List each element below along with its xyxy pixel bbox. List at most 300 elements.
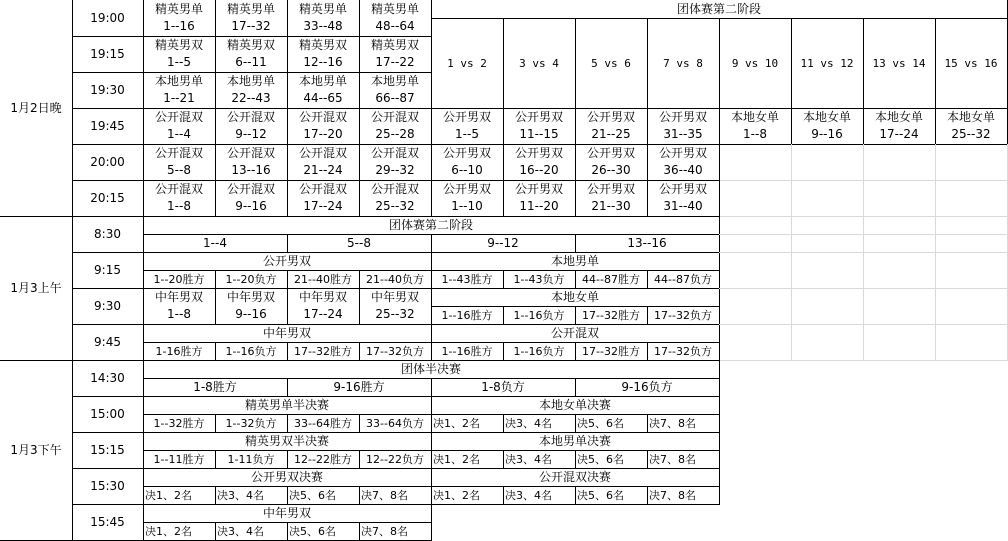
morning-local-ms-cell-1	[431, 270, 504, 289]
empty-grid-cell	[791, 234, 864, 253]
morning-r0930-left-3-line-2: 17--24	[303, 307, 343, 321]
afternoon-open-xd-final-cell-3	[575, 486, 648, 505]
morning-local-ms-title-line-1: 本地男单	[550, 253, 599, 268]
afternoon-open-xd-final-cell-1	[431, 486, 504, 505]
evening-r1930-cell-1-line-2: 1--21	[163, 91, 195, 105]
evening-r1945-right-5-line-1: 本地女单	[730, 110, 779, 124]
evening-team-stage2-header	[431, 0, 1008, 19]
afternoon-open-md-final-cell-3	[287, 486, 360, 505]
evening-r1900-cell-3-line-2: 33--48	[303, 19, 343, 33]
evening-r1945-left-4-line-1: 公开混双	[370, 110, 419, 124]
evening-r2015-cell-7-line-2: 21--30	[591, 199, 631, 213]
time-1430-line-1: 14:30	[90, 370, 125, 385]
empty-grid-cell	[863, 216, 936, 235]
evening-matchup-5	[719, 18, 792, 109]
time-1900-line-1: 19:00	[90, 10, 125, 25]
evening-r2000-cell-3	[287, 144, 360, 181]
time-1430	[72, 360, 144, 397]
morning-team-stage2-header-line-1: 团体赛第二阶段	[388, 217, 473, 232]
evening-r1930-cell-4	[359, 72, 432, 109]
morning-open-md-cell-2-line-1: 1--20负方	[225, 272, 277, 286]
afternoon-elite-md-semi-cell-1	[143, 450, 216, 469]
afternoon-elite-md-semi-cell-4-line-1: 12--22负方	[366, 452, 424, 466]
afternoon-open-xd-final-cell-3-line-1: 决5、6名	[577, 488, 624, 502]
evening-matchup-3	[575, 18, 648, 109]
section-label-jan2-evening-line-1: 1月2日晚	[10, 100, 62, 115]
empty-grid-cell	[863, 324, 936, 361]
afternoon-elite-md-semi-cell-2	[215, 450, 288, 469]
evening-r1945-left-4-line-2: 25--28	[375, 127, 415, 141]
empty-grid-cell	[863, 180, 936, 217]
evening-r1945-right-2-line-1: 公开男双	[514, 110, 563, 124]
evening-matchup-6-line-1: 11 vs 12	[800, 56, 854, 70]
morning-local-ms-cell-3	[575, 270, 648, 289]
empty-grid-cell	[791, 144, 864, 181]
empty-grid-cell	[719, 180, 792, 217]
afternoon-team-semi-4	[575, 378, 720, 397]
empty-grid-cell	[935, 288, 1008, 325]
evening-r2015-cell-7-line-1: 公开男双	[586, 182, 635, 196]
empty-grid-cell	[791, 252, 864, 289]
empty-grid-cell	[863, 252, 936, 289]
afternoon-open-xd-final-cell-2	[503, 486, 576, 505]
afternoon-team-semi-header-line-1: 团体半决赛	[400, 361, 461, 376]
evening-r1900-cell-4	[359, 0, 432, 37]
evening-r2015-cell-3-line-1: 公开混双	[298, 182, 347, 196]
morning-open-xd-cell-1-line-1: 1--16胜方	[441, 344, 493, 358]
evening-r1945-left-4	[359, 108, 432, 145]
afternoon-local-ws-final-cell-3-line-1: 决5、6名	[577, 416, 624, 430]
afternoon-open-xd-final-title-line-1: 公开混双决赛	[538, 469, 611, 484]
evening-r1945-right-2	[503, 108, 576, 145]
afternoon-elite-md-semi-cell-3-line-1: 12--22胜方	[294, 452, 352, 466]
evening-r2015-cell-1-line-1: 公开混双	[154, 182, 203, 196]
empty-grid-cell	[791, 180, 864, 217]
evening-r1915-cell-1-line-2: 1--5	[167, 55, 191, 69]
evening-r1915-cell-4	[359, 36, 432, 73]
time-1545	[72, 504, 144, 541]
afternoon-team-semi-2-line-1: 9-16胜方	[333, 379, 385, 394]
afternoon-open-md-final-cell-1-line-1: 决1、2名	[145, 488, 192, 502]
afternoon-elite-ms-semi-title-line-1: 精英男单半决赛	[244, 397, 329, 412]
empty-grid-cell	[719, 216, 792, 235]
evening-r1945-right-4-line-2: 31--35	[663, 127, 703, 141]
evening-matchup-5-line-1: 9 vs 10	[731, 56, 779, 70]
evening-r1945-right-5	[719, 108, 792, 145]
evening-r1945-left-3-line-2: 17--20	[303, 127, 343, 141]
empty-grid-cell	[863, 144, 936, 181]
afternoon-mid-md-cell-2	[215, 522, 288, 541]
evening-r1945-right-3-line-1: 公开男双	[586, 110, 635, 124]
evening-r1915-cell-2	[215, 36, 288, 73]
morning-range-2	[287, 234, 432, 253]
time-0830	[72, 216, 144, 253]
time-1515-line-1: 15:15	[90, 442, 125, 457]
evening-r1915-cell-2-line-1: 精英男双	[226, 38, 275, 52]
evening-matchup-4	[647, 18, 720, 109]
time-1900	[72, 0, 144, 37]
evening-r1945-left-2	[215, 108, 288, 145]
morning-mid-md-cell-4	[359, 342, 432, 361]
afternoon-team-semi-2	[287, 378, 432, 397]
morning-mid-md-title-line-1: 中年男双	[262, 325, 311, 340]
morning-local-ws-title-line-1: 本地女单	[550, 289, 599, 304]
evening-r1930-cell-4-line-1: 本地男单	[370, 74, 419, 88]
morning-local-ms-cell-4	[647, 270, 720, 289]
evening-r2000-cell-2-line-1: 公开混双	[226, 146, 275, 160]
afternoon-mid-md-title	[143, 504, 432, 523]
time-2000	[72, 144, 144, 181]
afternoon-local-ws-final-cell-4	[647, 414, 720, 433]
morning-local-ws-cell-2-line-1: 1--16负方	[513, 308, 565, 322]
afternoon-open-md-final-cell-4	[359, 486, 432, 505]
morning-local-ms-cell-3-line-1: 44--87胜方	[582, 272, 640, 286]
evening-r2000-cell-8-line-2: 36--40	[663, 163, 703, 177]
time-0930	[72, 288, 144, 325]
evening-matchup-4-line-1: 7 vs 8	[663, 56, 703, 70]
evening-matchup-3-line-1: 5 vs 6	[591, 56, 631, 70]
afternoon-team-semi-3-line-1: 1-8负方	[481, 379, 525, 394]
evening-matchup-7	[863, 18, 936, 109]
morning-local-ms-title	[431, 252, 720, 271]
afternoon-team-semi-4-line-1: 9-16负方	[621, 379, 673, 394]
afternoon-local-ms-final-cell-4-line-1: 决7、8名	[649, 452, 696, 466]
empty-grid-cell	[935, 252, 1008, 289]
evening-r1900-cell-4-line-2: 48--64	[375, 19, 415, 33]
evening-r1945-left-1-line-1: 公开混双	[154, 110, 203, 124]
morning-local-ws-title	[431, 288, 720, 307]
afternoon-elite-md-semi-cell-2-line-1: 1-11负方	[227, 452, 275, 466]
morning-open-xd-cell-4-line-1: 17--32负方	[654, 344, 712, 358]
afternoon-local-ms-final-cell-3-line-1: 决5、6名	[577, 452, 624, 466]
time-1545-line-1: 15:45	[90, 514, 125, 529]
time-1515	[72, 432, 144, 469]
morning-r0930-left-4-line-2: 25--32	[375, 307, 415, 321]
afternoon-local-ws-final-cell-1-line-1: 决1、2名	[433, 416, 480, 430]
evening-r1915-cell-1	[143, 36, 216, 73]
evening-r2000-cell-7	[575, 144, 648, 181]
time-1530	[72, 468, 144, 505]
morning-range-4	[575, 234, 720, 253]
afternoon-local-ws-final-cell-3	[575, 414, 648, 433]
morning-local-ws-cell-2	[503, 306, 576, 325]
morning-range-1-line-1: 1--4	[203, 235, 227, 250]
evening-r2015-cell-1-line-2: 1--8	[167, 199, 191, 213]
evening-r2000-cell-5	[431, 144, 504, 181]
afternoon-elite-ms-semi-title	[143, 396, 432, 415]
afternoon-local-ms-final-cell-4	[647, 450, 720, 469]
time-0915	[72, 252, 144, 289]
afternoon-elite-ms-semi-cell-3	[287, 414, 360, 433]
evening-r2015-cell-6	[503, 180, 576, 217]
evening-r2015-cell-4-line-2: 25--32	[375, 199, 415, 213]
evening-r2015-cell-8-line-1: 公开男双	[658, 182, 707, 196]
morning-r0930-left-4-line-1: 中年男双	[370, 290, 419, 304]
afternoon-local-ms-final-cell-1-line-1: 决1、2名	[433, 452, 480, 466]
evening-r1945-right-1	[431, 108, 504, 145]
time-1500	[72, 396, 144, 433]
evening-r1945-left-1-line-2: 1--4	[167, 127, 191, 141]
time-0930-line-1: 9:30	[94, 298, 121, 313]
morning-range-3-line-1: 9--12	[487, 235, 519, 250]
evening-r1930-cell-2-line-2: 22--43	[231, 91, 271, 105]
time-1915	[72, 36, 144, 73]
evening-r1945-left-3-line-1: 公开混双	[298, 110, 347, 124]
evening-r2000-cell-1	[143, 144, 216, 181]
evening-r1945-right-8	[935, 108, 1008, 145]
evening-r2000-cell-3-line-2: 21--24	[303, 163, 343, 177]
afternoon-local-ws-final-title-line-1: 本地女单决赛	[538, 397, 611, 412]
evening-r2015-cell-2	[215, 180, 288, 217]
morning-mid-md-cell-2	[215, 342, 288, 361]
evening-r1945-right-3	[575, 108, 648, 145]
evening-r1900-cell-3-line-1: 精英男单	[298, 2, 347, 16]
evening-r2000-cell-5-line-1: 公开男双	[442, 146, 491, 160]
afternoon-mid-md-cell-1	[143, 522, 216, 541]
time-1945-line-1: 19:45	[90, 118, 125, 133]
time-0830-line-1: 8:30	[94, 226, 121, 241]
afternoon-elite-md-semi-cell-1-line-1: 1--11胜方	[153, 452, 205, 466]
afternoon-elite-ms-semi-cell-3-line-1: 33--64胜方	[294, 416, 352, 430]
evening-r2000-cell-4-line-1: 公开混双	[370, 146, 419, 160]
empty-grid-cell	[791, 324, 864, 361]
evening-r1945-right-7-line-1: 本地女单	[874, 110, 923, 124]
afternoon-mid-md-cell-4	[359, 522, 432, 541]
empty-grid-cell	[935, 144, 1008, 181]
empty-grid-cell	[863, 234, 936, 253]
evening-r1945-right-3-line-2: 21--25	[591, 127, 631, 141]
evening-r2015-cell-1	[143, 180, 216, 217]
morning-open-md-cell-3	[287, 270, 360, 289]
time-0945-line-1: 9:45	[94, 334, 121, 349]
morning-open-xd-cell-2	[503, 342, 576, 361]
evening-r1900-cell-2	[215, 0, 288, 37]
empty-grid-cell	[935, 180, 1008, 217]
empty-grid-cell	[791, 216, 864, 235]
morning-mid-md-cell-1	[143, 342, 216, 361]
time-2015-line-1: 20:15	[90, 190, 125, 205]
morning-local-ws-cell-1	[431, 306, 504, 325]
evening-r2015-cell-5-line-1: 公开男双	[442, 182, 491, 196]
morning-open-xd-cell-3	[575, 342, 648, 361]
evening-matchup-1	[431, 18, 504, 109]
afternoon-elite-md-semi-title-line-1: 精英男双半决赛	[244, 433, 329, 448]
evening-r1945-right-7	[863, 108, 936, 145]
evening-r2000-cell-7-line-1: 公开男双	[586, 146, 635, 160]
morning-r0930-left-2-line-1: 中年男双	[226, 290, 275, 304]
evening-r2000-cell-4-line-2: 29--32	[375, 163, 415, 177]
evening-r1945-right-5-line-2: 1--8	[743, 127, 767, 141]
empty-grid-cell	[791, 288, 864, 325]
morning-open-md-title	[143, 252, 432, 271]
evening-r2000-cell-1-line-2: 5--8	[167, 163, 191, 177]
evening-r2015-cell-3-line-2: 17--24	[303, 199, 343, 213]
time-1945	[72, 108, 144, 145]
evening-r1945-right-6	[791, 108, 864, 145]
evening-team-stage2-header-line-1: 团体赛第二阶段	[676, 1, 761, 16]
time-0945	[72, 324, 144, 361]
evening-matchup-8-line-1: 15 vs 16	[944, 56, 998, 70]
empty-grid-cell	[935, 324, 1008, 361]
section-label-jan3-afternoon-line-1: 1月3下午	[10, 442, 62, 457]
evening-r2000-cell-6-line-2: 16--20	[519, 163, 559, 177]
afternoon-local-ms-final-cell-2-line-1: 决3、4名	[505, 452, 552, 466]
morning-r0930-left-2	[215, 288, 288, 325]
afternoon-local-ws-final-title	[431, 396, 720, 415]
evening-r1915-cell-2-line-2: 6--11	[235, 55, 267, 69]
morning-r0930-left-1	[143, 288, 216, 325]
afternoon-local-ws-final-cell-2	[503, 414, 576, 433]
morning-local-ws-cell-3	[575, 306, 648, 325]
empty-grid-cell	[719, 288, 792, 325]
afternoon-open-md-final-cell-1	[143, 486, 216, 505]
afternoon-team-semi-header	[143, 360, 720, 379]
time-0915-line-1: 9:15	[94, 262, 121, 277]
evening-r2015-cell-5	[431, 180, 504, 217]
afternoon-local-ws-final-cell-1	[431, 414, 504, 433]
evening-r1945-right-8-line-2: 25--32	[951, 127, 991, 141]
afternoon-local-ms-final-cell-3	[575, 450, 648, 469]
afternoon-mid-md-title-line-1: 中年男双	[262, 505, 311, 520]
evening-r2015-cell-7	[575, 180, 648, 217]
morning-local-ws-cell-4	[647, 306, 720, 325]
afternoon-local-ms-final-cell-1	[431, 450, 504, 469]
morning-open-md-cell-1	[143, 270, 216, 289]
time-1500-line-1: 15:00	[90, 406, 125, 421]
time-2000-line-1: 20:00	[90, 154, 125, 169]
morning-r0930-left-2-line-2: 9--16	[235, 307, 267, 321]
evening-r1930-cell-3	[287, 72, 360, 109]
morning-r0930-left-3-line-1: 中年男双	[298, 290, 347, 304]
empty-grid-cell	[719, 144, 792, 181]
evening-r1930-cell-4-line-2: 66--87	[375, 91, 415, 105]
evening-r1915-cell-4-line-1: 精英男双	[370, 38, 419, 52]
afternoon-local-ms-final-title-line-1: 本地男单决赛	[538, 433, 611, 448]
evening-r1900-cell-1-line-1: 精英男单	[154, 2, 203, 16]
morning-open-xd-cell-2-line-1: 1--16负方	[513, 344, 565, 358]
afternoon-open-md-final-title	[143, 468, 432, 487]
morning-r0930-left-1-line-2: 1--8	[167, 307, 191, 321]
evening-r1945-right-7-line-2: 17--24	[879, 127, 919, 141]
morning-mid-md-cell-1-line-1: 1-16胜方	[155, 344, 203, 358]
afternoon-open-md-final-title-line-1: 公开男双决赛	[250, 469, 323, 484]
morning-mid-md-title	[143, 324, 432, 343]
evening-r2015-cell-5-line-2: 1--10	[451, 199, 483, 213]
time-1930-line-1: 19:30	[90, 82, 125, 97]
morning-local-ws-cell-1-line-1: 1--16胜方	[441, 308, 493, 322]
morning-local-ws-cell-4-line-1: 17--32负方	[654, 308, 712, 322]
afternoon-open-xd-final-cell-4	[647, 486, 720, 505]
section-label-jan3-afternoon	[0, 360, 73, 541]
afternoon-elite-ms-semi-cell-1	[143, 414, 216, 433]
morning-range-4-line-1: 13--16	[627, 235, 667, 250]
morning-open-md-cell-2	[215, 270, 288, 289]
morning-r0930-left-1-line-1: 中年男双	[154, 290, 203, 304]
evening-matchup-2-line-1: 3 vs 4	[519, 56, 559, 70]
afternoon-mid-md-cell-3-line-1: 决5、6名	[289, 524, 336, 538]
evening-r2015-cell-3	[287, 180, 360, 217]
morning-open-xd-title	[431, 324, 720, 343]
afternoon-open-xd-final-title	[431, 468, 720, 487]
evening-r1900-cell-4-line-1: 精英男单	[370, 2, 419, 16]
morning-team-stage2-header	[143, 216, 720, 235]
time-1930	[72, 72, 144, 109]
afternoon-elite-ms-semi-cell-1-line-1: 1--32胜方	[153, 416, 205, 430]
evening-r1930-cell-3-line-1: 本地男单	[298, 74, 347, 88]
empty-grid-cell	[719, 252, 792, 289]
empty-grid-cell	[719, 324, 792, 361]
evening-r1915-cell-3-line-2: 12--16	[303, 55, 343, 69]
empty-grid-cell	[719, 234, 792, 253]
evening-r1930-cell-3-line-2: 44--65	[303, 91, 343, 105]
evening-matchup-2	[503, 18, 576, 109]
evening-r1945-right-6-line-2: 9--16	[811, 127, 843, 141]
afternoon-open-md-final-cell-2-line-1: 决3、4名	[217, 488, 264, 502]
morning-open-md-cell-4	[359, 270, 432, 289]
empty-grid-cell	[935, 234, 1008, 253]
evening-r1945-left-2-line-1: 公开混双	[226, 110, 275, 124]
morning-open-md-cell-4-line-1: 21--40负方	[366, 272, 424, 286]
evening-r1945-left-1	[143, 108, 216, 145]
morning-open-xd-title-line-1: 公开混双	[550, 325, 599, 340]
afternoon-open-md-final-cell-4-line-1: 决7、8名	[361, 488, 408, 502]
evening-r1930-cell-2	[215, 72, 288, 109]
evening-r2000-cell-3-line-1: 公开混双	[298, 146, 347, 160]
section-label-jan3-morning	[0, 216, 73, 361]
afternoon-elite-md-semi-title	[143, 432, 432, 451]
evening-matchup-6	[791, 18, 864, 109]
evening-r1915-cell-3-line-1: 精英男双	[298, 38, 347, 52]
time-1530-line-1: 15:30	[90, 478, 125, 493]
evening-r1945-right-4	[647, 108, 720, 145]
afternoon-elite-md-semi-cell-3	[287, 450, 360, 469]
evening-r2000-cell-6-line-1: 公开男双	[514, 146, 563, 160]
afternoon-local-ws-final-cell-4-line-1: 决7、8名	[649, 416, 696, 430]
evening-r2015-cell-8-line-2: 31--40	[663, 199, 703, 213]
evening-r1945-right-1-line-2: 1--5	[455, 127, 479, 141]
morning-mid-md-cell-3-line-1: 17--32胜方	[294, 344, 352, 358]
morning-mid-md-cell-2-line-1: 1--16负方	[225, 344, 277, 358]
evening-r1900-cell-3	[287, 0, 360, 37]
evening-r2015-cell-2-line-2: 9--16	[235, 199, 267, 213]
evening-r1915-cell-3	[287, 36, 360, 73]
evening-r2000-cell-8	[647, 144, 720, 181]
morning-open-md-title-line-1: 公开男双	[262, 253, 311, 268]
morning-r0930-left-4	[359, 288, 432, 325]
evening-r2015-cell-4	[359, 180, 432, 217]
morning-mid-md-cell-4-line-1: 17--32负方	[366, 344, 424, 358]
evening-r2015-cell-6-line-2: 11--20	[519, 199, 559, 213]
evening-r2000-cell-2-line-2: 13--16	[231, 163, 271, 177]
morning-mid-md-cell-3	[287, 342, 360, 361]
evening-r1945-left-2-line-2: 9--12	[235, 127, 267, 141]
time-2015	[72, 180, 144, 217]
evening-r1945-right-1-line-1: 公开男双	[442, 110, 491, 124]
afternoon-mid-md-cell-3	[287, 522, 360, 541]
evening-r1900-cell-2-line-1: 精英男单	[226, 2, 275, 16]
evening-r1945-left-3	[287, 108, 360, 145]
morning-open-xd-cell-3-line-1: 17--32胜方	[582, 344, 640, 358]
morning-open-md-cell-3-line-1: 21--40胜方	[294, 272, 352, 286]
afternoon-open-xd-final-cell-4-line-1: 决7、8名	[649, 488, 696, 502]
evening-r2015-cell-4-line-1: 公开混双	[370, 182, 419, 196]
evening-r2015-cell-2-line-1: 公开混双	[226, 182, 275, 196]
evening-r1945-right-4-line-1: 公开男双	[658, 110, 707, 124]
afternoon-elite-ms-semi-cell-2-line-1: 1--32负方	[225, 416, 277, 430]
evening-matchup-8	[935, 18, 1008, 109]
evening-r2000-cell-1-line-1: 公开混双	[154, 146, 203, 160]
evening-r1900-cell-2-line-2: 17--32	[231, 19, 271, 33]
